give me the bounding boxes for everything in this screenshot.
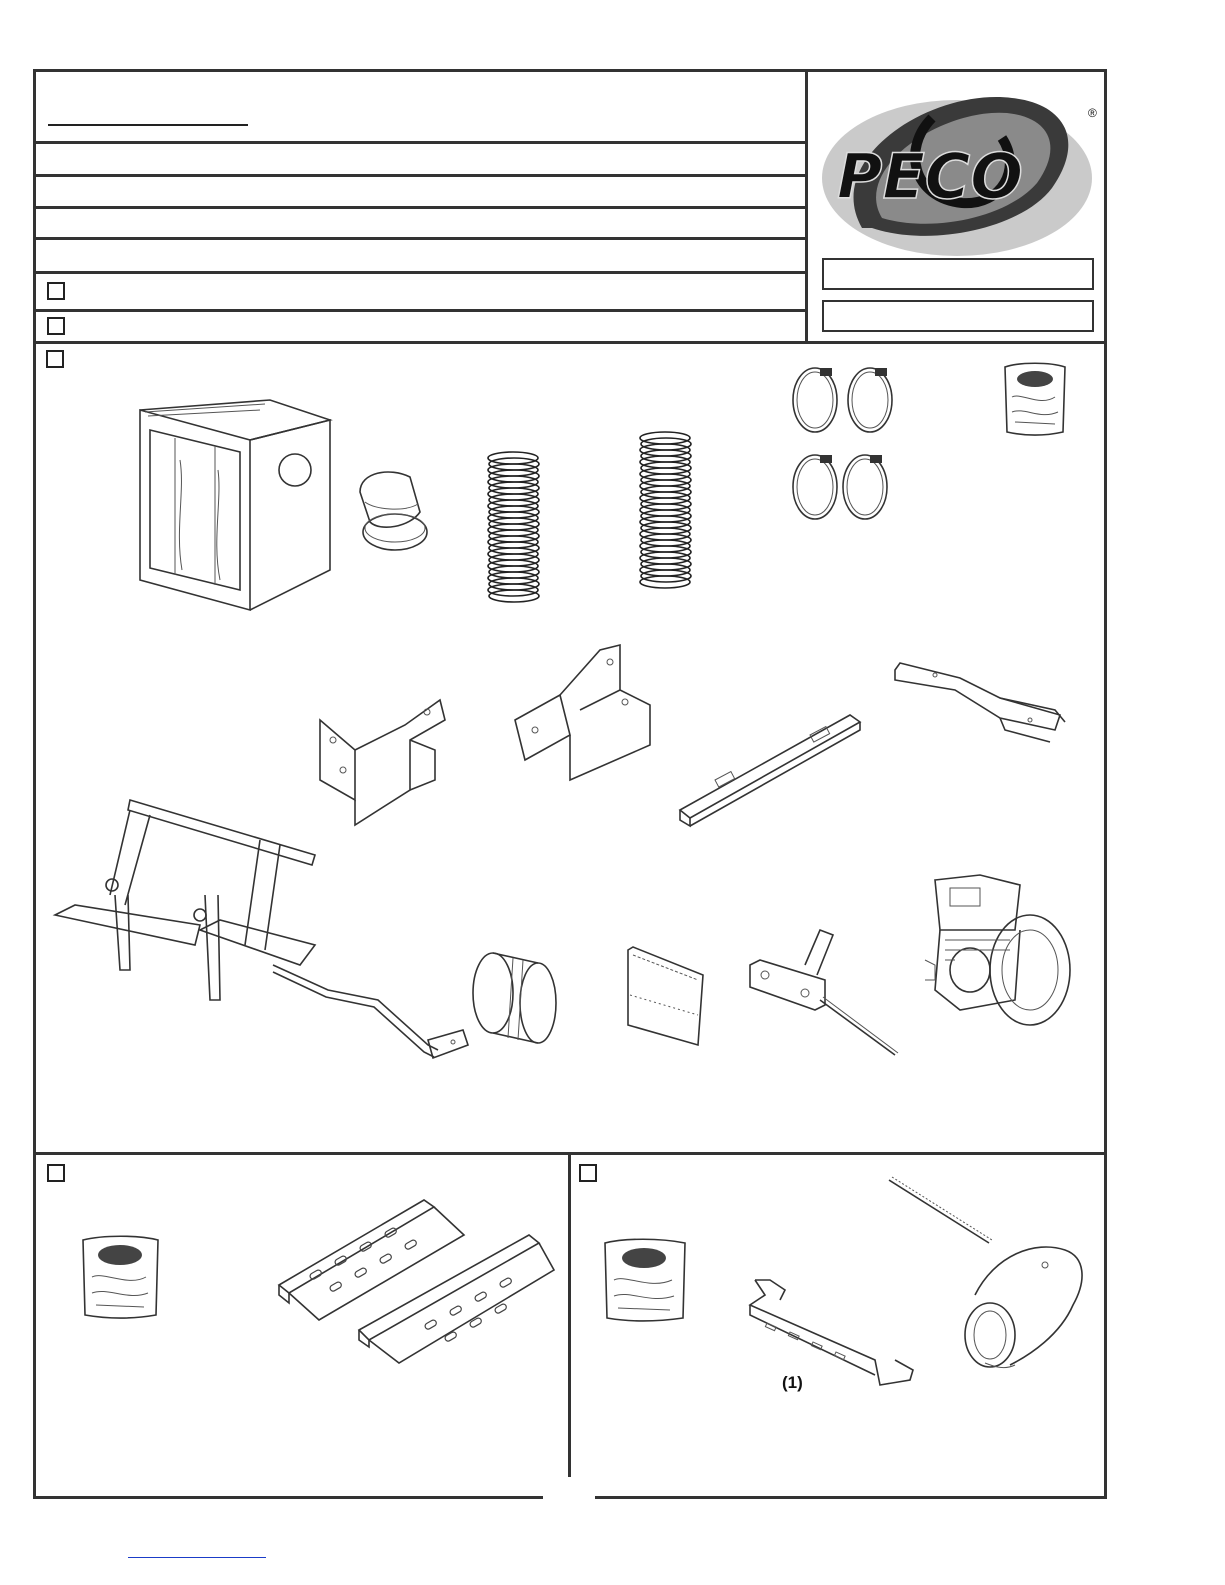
lower-left-checkbox[interactable]	[47, 1164, 65, 1182]
lower-right-checkbox[interactable]	[579, 1164, 597, 1182]
rail-slot	[499, 1277, 512, 1288]
hardware-bag-lower-right-illustration	[600, 1238, 690, 1323]
rail-slot	[404, 1239, 417, 1250]
title-underline	[48, 124, 248, 126]
bottom-frame-gap	[543, 1493, 595, 1501]
hardware-bag-lower-left-illustration	[78, 1235, 163, 1320]
square-tube-illustration	[675, 710, 865, 830]
hose-clamps-illustration	[790, 362, 910, 537]
support-arm-illustration	[890, 660, 1070, 745]
bracket-left-illustration	[315, 690, 450, 830]
header-row-4	[36, 240, 808, 274]
header-row-2	[36, 177, 808, 209]
deflector-illustration	[618, 945, 708, 1055]
rail-slot	[444, 1331, 457, 1342]
logo-info-box-2	[822, 300, 1094, 332]
option-row-1	[36, 274, 808, 312]
rail-slot	[334, 1255, 347, 1266]
throttle-control-illustration	[745, 925, 905, 1065]
adapter-ring-illustration	[468, 948, 558, 1053]
rail-slot	[469, 1317, 482, 1328]
logo-text: PECO	[837, 140, 1023, 213]
rail-slot	[379, 1253, 392, 1264]
option-checkbox-1[interactable]	[47, 282, 65, 300]
header-divider	[805, 72, 808, 344]
option-row-2	[36, 312, 808, 344]
throttle-rod-illustration	[268, 960, 473, 1065]
hose-2-illustration	[637, 430, 697, 585]
mounting-bracket-illustration	[745, 1275, 920, 1390]
engine-blower-illustration	[920, 870, 1080, 1040]
hardware-bag-illustration	[1000, 362, 1070, 437]
mounting-rails-illustration	[274, 1195, 564, 1365]
rail-slot	[309, 1269, 322, 1280]
bracket-right-illustration	[510, 640, 660, 785]
peco-logo	[812, 78, 1097, 258]
rail-slot	[354, 1267, 367, 1278]
registered-mark: ®	[1088, 106, 1097, 120]
logo-info-box-1	[822, 258, 1094, 290]
bracket-quantity: (1)	[782, 1373, 803, 1392]
footer-link-underline[interactable]	[128, 1557, 266, 1558]
rail-slot	[329, 1281, 342, 1292]
elbow-lower-right-illustration	[955, 1235, 1090, 1380]
header-bottom-rule	[36, 341, 1104, 344]
elbow-illustration	[350, 462, 430, 562]
rail-slot	[474, 1291, 487, 1302]
rail-slot	[449, 1305, 462, 1316]
collector-box-illustration	[130, 390, 340, 620]
parts-kit-checkbox[interactable]	[46, 350, 64, 368]
rail-slot	[424, 1319, 437, 1330]
hose-1-illustration	[485, 450, 545, 605]
header-row-1	[36, 144, 808, 177]
header-row-3	[36, 209, 808, 240]
option-checkbox-2[interactable]	[47, 317, 65, 335]
logo-graphic	[812, 78, 1097, 258]
header-title-row	[36, 72, 808, 144]
